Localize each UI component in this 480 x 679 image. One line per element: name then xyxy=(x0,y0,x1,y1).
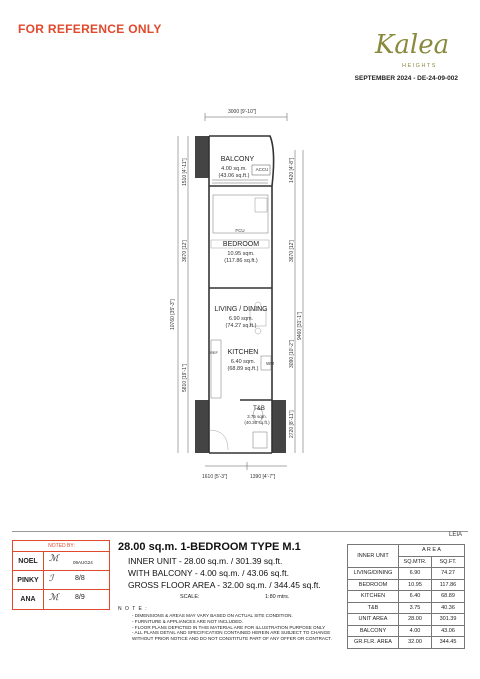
row-name: GR.FLR. AREA xyxy=(348,637,399,649)
row-sqft: 43.06 xyxy=(432,625,465,637)
tb-area-ft: (40.36 sq.ft.) xyxy=(244,420,270,425)
brand-logo: Kalea xyxy=(375,30,450,60)
fcu-label: FCU xyxy=(235,228,245,233)
notes-heading: N O T E : xyxy=(118,606,148,612)
row-sqm: 10.95 xyxy=(399,579,432,591)
table-row xyxy=(348,625,465,637)
living-dining-label: LIVING / DINING xyxy=(214,306,268,313)
date-code: SEPTEMBER 2024 - DE-24-09-002 xyxy=(354,75,458,82)
unit-gross: GROSS FLOOR AREA - 32.00 sq.m. / 344.45 sq.ft. xyxy=(128,580,321,590)
balcony-label: BALCONY xyxy=(220,156,255,163)
row-sqm: 3.75 xyxy=(399,602,432,614)
row-name: UNIT AREA xyxy=(348,614,399,626)
table-row xyxy=(348,602,465,614)
table-header-inner: INNER UNIT xyxy=(348,545,399,568)
balcony-area: 4.00 sq.m. xyxy=(221,166,247,172)
tb-label: T&B xyxy=(253,406,265,412)
signature-ana: ℳ xyxy=(49,593,59,603)
dim-right-total: 9460 [31'-1"] xyxy=(297,311,303,340)
dim-right-bedroom: 3670 [12'] xyxy=(289,240,295,262)
note-item: - FLOOR PLANS DEPICTED IN THIS MATERIAL ARE FOR ILLUSTRATION PURPOSE ONLY xyxy=(132,624,326,630)
table-row xyxy=(348,579,465,591)
living-dining-area-ft: (74.27 sq.ft.) xyxy=(225,323,257,329)
row-sqft: 344.45 xyxy=(432,637,465,649)
unit-tag: LEIA xyxy=(448,532,462,538)
kitchen-area-ft: (68.89 sq.ft.) xyxy=(227,366,259,372)
row-sqft: 68.89 xyxy=(432,591,465,603)
noted-date: 8/9 xyxy=(75,594,85,601)
divider xyxy=(12,531,468,532)
row-sqft: 301.39 xyxy=(432,614,465,626)
noted-name: ANA xyxy=(13,590,44,609)
row-sqm: 28.00 xyxy=(399,614,432,626)
noted-row xyxy=(13,551,109,571)
dim-left-bedroom: 3670 [12'] xyxy=(182,240,188,262)
note-item: - ALL PLANS DETAIL AND SPECIFICATION CONTAINED HEREIN ARE SUBJECT TO CHANGE WITHOUT PRIOR NOTICE AND DO NOT CONSTITUTE PART OF ANY OFFER OR CONTRACT. xyxy=(132,630,332,642)
ref-label: REF xyxy=(210,350,218,355)
dim-right-tb: 2720 [8'-11"] xyxy=(289,410,295,438)
brand-logo-sub: HEIGHTS xyxy=(402,63,437,69)
dim-top: 3000 [9'-10"] xyxy=(228,109,257,115)
kitchen-area: 6.40 sqm. xyxy=(230,359,256,365)
row-name: BALCONY xyxy=(348,625,399,637)
balcony-area-ft: (43.06 sq.ft.) xyxy=(218,173,250,179)
bedroom-area: 10.95 sqm. xyxy=(227,251,255,257)
unit-balcony: WITH BALCONY - 4.00 sq.m. / 43.06 sq.ft. xyxy=(128,568,289,578)
table-row xyxy=(348,614,465,626)
row-sqm: 4.00 xyxy=(399,625,432,637)
row-sqft: 74.27 xyxy=(432,568,465,580)
noted-by-title: NOTED BY: xyxy=(48,543,75,549)
dim-left-lower: 5810 [19'-1"] xyxy=(182,363,188,392)
scale-value: 1:80 mtrs. xyxy=(265,594,290,600)
dim-bottom-left: 1610 [5'-3"] xyxy=(202,474,228,480)
noted-row xyxy=(13,589,109,609)
scale-label: SCALE: xyxy=(180,594,200,600)
row-sqft: 40.36 xyxy=(432,602,465,614)
noted-name: NOEL xyxy=(13,552,44,571)
table-col-sqm: SQ.MTR. xyxy=(399,556,432,568)
row-sqm: 32.00 xyxy=(399,637,432,649)
noted-date: 09AUG24 xyxy=(73,560,93,565)
table-col-sqft: SQ.FT. xyxy=(432,556,465,568)
row-name: KITCHEN xyxy=(348,591,399,603)
notes-list xyxy=(132,613,332,642)
living-dining-area: 6.90 sqm. xyxy=(228,316,254,322)
tb-area: 3.75 sqm. xyxy=(247,414,267,419)
row-sqft: 117.86 xyxy=(432,579,465,591)
note-item: - FURNITURE & APPLIANCES ARE NOT INCLUDED. xyxy=(132,618,243,624)
dim-left-total: 10760 [35'-3"] xyxy=(170,299,176,330)
signature-pinky: ℐ xyxy=(49,574,54,584)
table-row xyxy=(348,637,465,649)
noted-by-box xyxy=(12,540,110,610)
accu-label: ACCU xyxy=(255,167,269,172)
bedroom-label: BEDROOM xyxy=(222,241,260,248)
kitchen-label: KITCHEN xyxy=(227,349,259,356)
area-table xyxy=(347,544,465,649)
unit-title: 28.00 sq.m. 1-BEDROOM TYPE M.1 xyxy=(118,541,301,553)
note-item: - DIMENSIONS & AREAS MAY VARY BASED ON ACTUAL SITE CONDITION. xyxy=(132,613,293,618)
wm-label: WM xyxy=(266,361,274,366)
noted-name: PINKY xyxy=(13,571,44,590)
dim-right-balcony: 1420 [4'-8"] xyxy=(289,157,295,183)
noted-row xyxy=(13,570,109,590)
row-sqm: 6.90 xyxy=(399,568,432,580)
dim-bottom-right: 1390 [4'-7"] xyxy=(250,474,276,480)
signature-noel: ℳ xyxy=(49,554,59,564)
table-header-area: A R E A xyxy=(399,545,465,557)
reference-label: FOR REFERENCE ONLY xyxy=(18,22,162,36)
table-row xyxy=(348,591,465,603)
dim-left-balcony: 1510 [4'-11"] xyxy=(182,158,188,186)
row-name: BEDROOM xyxy=(348,579,399,591)
row-name: T&B xyxy=(348,602,399,614)
table-row xyxy=(348,568,465,580)
dim-right-living: 3090 [10'-2"] xyxy=(289,339,295,368)
row-sqm: 6.40 xyxy=(399,591,432,603)
row-name: LIVING/DINING xyxy=(348,568,399,580)
unit-inner: INNER UNIT - 28.00 sq.m. / 301.39 sq.ft. xyxy=(128,556,283,566)
noted-date: 8/8 xyxy=(75,575,85,582)
bedroom-area-ft: (117.86 sq.ft.) xyxy=(224,258,258,264)
